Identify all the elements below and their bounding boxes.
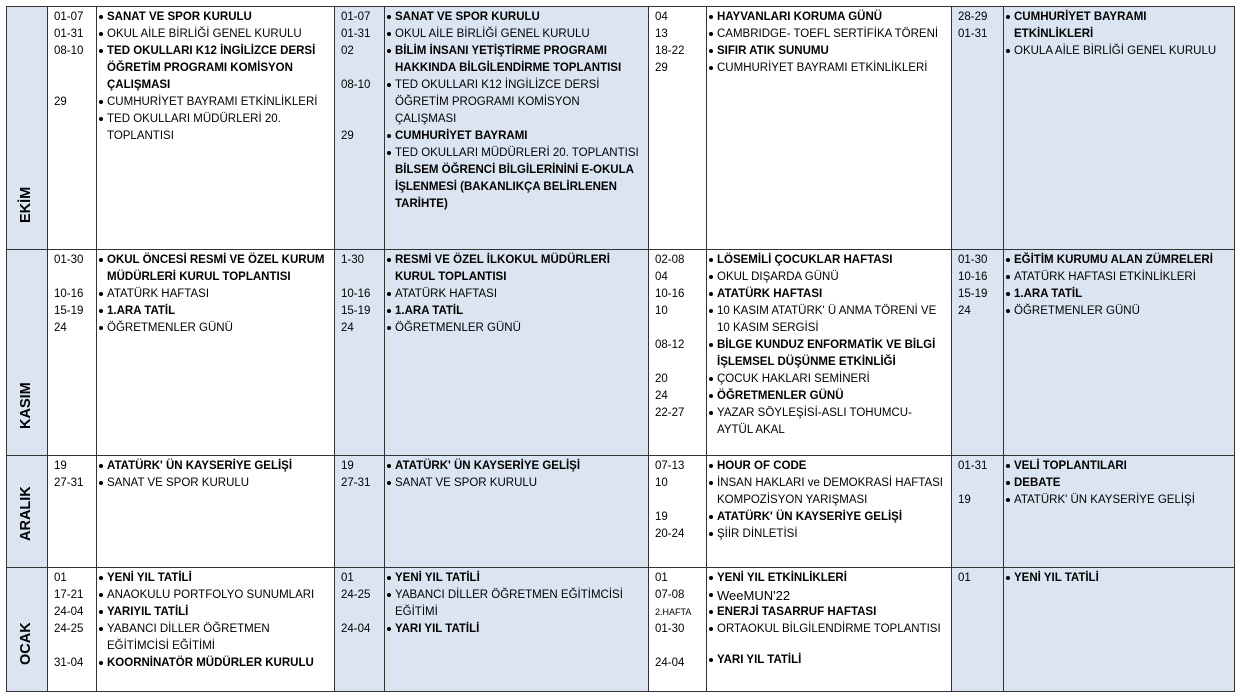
month-row (7, 456, 1235, 568)
event-item: ATATÜRK' ÜN KAYSERİYE GELİŞİ (1006, 492, 1228, 509)
event-date: 18-22 (655, 45, 685, 57)
event-date: 19 (54, 460, 67, 472)
event-date: 15-19 (958, 288, 988, 300)
events-cell (97, 568, 335, 692)
event-date (655, 638, 706, 655)
event-item: OKUL DIŞARDA GÜNÜ (709, 269, 945, 286)
event-date (341, 604, 384, 621)
event-date: 01-31 (958, 460, 988, 472)
event-item: ATATÜRK' ÜN KAYSERİYE GELİŞİ (99, 458, 328, 475)
date-cell (335, 250, 385, 456)
events-cell (1004, 568, 1235, 692)
events-cell (385, 7, 649, 250)
date-cell (48, 456, 97, 568)
event-date: 01-31 (958, 28, 988, 40)
event-item: LÖSEMİLİ ÇOCUKLAR HAFTASI (709, 252, 945, 269)
month-row (7, 7, 1235, 250)
events-cell (1004, 456, 1235, 568)
event-date: 24-25 (341, 589, 371, 601)
event-date: 27-31 (341, 477, 371, 489)
events-cell (707, 250, 952, 456)
month-name: OCAK (18, 622, 34, 665)
events-cell (385, 568, 649, 692)
event-item: DEBATE (1006, 475, 1228, 492)
event-item: YARI YIL TATİLİ (387, 621, 642, 638)
event-date: 29 (655, 62, 668, 74)
month-row (7, 568, 1235, 692)
event-item: ATATÜRK HAFTASI ETKİNLİKLERİ (1006, 269, 1228, 286)
event-date: 10-16 (54, 288, 84, 300)
event-item: BİLGE KUNDUZ ENFORMATİK VE BİLGİ İŞLEMSEL DÜŞÜNME ETKİNLİĞİ (709, 337, 945, 371)
event-item: İNSAN HAKLARI ve DEMOKRASİ HAFTASI KOMPOZİSYON YARIŞMASI (709, 475, 945, 509)
event-item: BİLSEM ÖĞRENCİ BİLGİLERİNİNİ E-OKULA İŞLENMESİ (BAKANLIKÇA BELİRLENEN TARİHTE) (395, 164, 634, 210)
event-date: 08-10 (341, 79, 371, 91)
event-date (655, 320, 706, 337)
event-item: OKUL AİLE BİRLİĞİ GENEL KURULU (387, 26, 642, 43)
event-item: 1.ARA TATİL (99, 303, 328, 320)
event-item: TED OKULLARI K12 İNGİLİZCE DERSİ ÖĞRETİM PROGRAMI KOMİSYON ÇALIŞMASI (99, 43, 328, 94)
month-label-cell (7, 568, 48, 692)
event-date: 15-19 (54, 305, 84, 317)
event-date (655, 492, 706, 509)
event-date (958, 475, 1003, 492)
event-date: 10-16 (958, 271, 988, 283)
event-item: TED OKULLARI MÜDÜRLERİ 20. TOPLANTISI (99, 111, 328, 145)
event-date: 22-27 (655, 407, 685, 419)
event-item: HAYVANLARI KORUMA GÜNÜ (709, 9, 945, 26)
event-item: RESMİ VE ÖZEL İLKOKUL MÜDÜRLERİ KURUL TOPLANTISI (387, 252, 642, 286)
event-item: YABANCI DİLLER ÖĞRETMEN EĞİTİMCİSİ EĞİTİMİ (99, 621, 328, 655)
event-item: ANAOKULU PORTFOLYO SUNUMLARI (99, 587, 328, 604)
event-item: ÖĞRETMENLER GÜNÜ (387, 320, 642, 337)
event-date: 24-25 (54, 623, 84, 635)
event-date: 17-21 (54, 589, 84, 601)
event-date: 29 (54, 96, 67, 108)
event-date (54, 638, 96, 655)
event-date (54, 77, 96, 94)
event-date: 24-04 (54, 606, 84, 618)
event-item: 1.ARA TATİL (387, 303, 642, 320)
event-date: 19 (341, 460, 354, 472)
event-date: 01-30 (54, 254, 84, 266)
event-item: OKULA AİLE BİRLİĞİ GENEL KURULU (1006, 43, 1228, 60)
event-date: 1-30 (341, 254, 365, 266)
events-cell (1004, 250, 1235, 456)
month-label-cell (7, 250, 48, 456)
event-date: 01-30 (958, 254, 988, 266)
events-cell (707, 7, 952, 250)
event-item: SANAT VE SPOR KURULU (99, 9, 328, 26)
event-date: 02-08 (655, 254, 685, 266)
event-date: 10 (655, 477, 668, 489)
date-cell (335, 456, 385, 568)
events-cell (707, 568, 952, 692)
event-item: TED OKULLARI MÜDÜRLERİ 20. TOPLANTISI (387, 145, 642, 162)
event-item: HOUR OF CODE (709, 458, 945, 475)
event-item: ATATÜRK HAFTASI (99, 286, 328, 303)
event-date: 01-30 (655, 623, 685, 635)
event-item: BİLİM İNSANI YETİŞTİRME PROGRAMI HAKKINDA BİLGİLENDİRME TOPLANTISI (387, 43, 642, 77)
date-cell (649, 250, 707, 456)
event-item: WeeMUN'22 (709, 587, 945, 604)
event-date: 04 (655, 11, 668, 23)
event-date (341, 94, 384, 111)
events-cell (97, 456, 335, 568)
event-date: 01 (54, 572, 67, 584)
event-item: ÖĞRETMENLER GÜNÜ (709, 388, 945, 405)
event-date: 01-07 (341, 11, 371, 23)
event-date: 2.HAFTA (655, 607, 692, 617)
event-item: CUMHURİYET BAYRAMI ETKİNLİKLERİ (99, 94, 328, 111)
event-date: 24-04 (341, 623, 371, 635)
event-date: 24-04 (655, 657, 685, 669)
event-item: YABANCI DİLLER ÖĞRETMEN EĞİTİMCİSİ EĞİTİMİ (387, 587, 642, 621)
event-date: 10-16 (655, 288, 685, 300)
event-date (341, 269, 384, 286)
event-date: 24 (341, 322, 354, 334)
event-item: CAMBRIDGE- TOEFL SERTİFİKA TÖRENİ (709, 26, 945, 43)
month-label-cell (7, 7, 48, 250)
event-date: 24 (54, 322, 67, 334)
event-date: 27-31 (54, 477, 84, 489)
month-name: KASIM (18, 382, 34, 429)
event-date (54, 60, 96, 77)
event-item: YENİ YIL ETKİNLİKLERİ (709, 570, 945, 587)
event-item: ATATÜRK HAFTASI (709, 286, 945, 303)
event-date: 20 (655, 373, 668, 385)
events-cell (97, 7, 335, 250)
date-cell (335, 568, 385, 692)
event-date: 19 (655, 511, 668, 523)
event-item: SIFIR ATIK SUNUMU (709, 43, 945, 60)
event-date (655, 354, 706, 371)
events-cell (1004, 7, 1235, 250)
event-item: ENERJİ TASARRUF HAFTASI (709, 604, 945, 621)
date-cell (649, 7, 707, 250)
event-item: CUMHURİYET BAYRAMI ETKİNLİKLERİ (709, 60, 945, 77)
event-item: ORTAOKUL BİLGİLENDİRME TOPLANTISI (709, 621, 945, 638)
event-date (341, 60, 384, 77)
event-item: ATATÜRK' ÜN KAYSERİYE GELİŞİ (709, 509, 945, 526)
event-date: 02 (341, 45, 354, 57)
date-cell (952, 568, 1004, 692)
event-item: YARI YIL TATİLİ (709, 652, 945, 669)
event-item: ÖĞRETMENLER GÜNÜ (1006, 303, 1228, 320)
date-cell (952, 250, 1004, 456)
month-label-cell (7, 456, 48, 568)
event-item: CUMHURİYET BAYRAMI ETKİNLİKLERİ (1006, 9, 1228, 43)
event-date: 07-13 (655, 460, 685, 472)
event-item: YENİ YIL TATİLİ (99, 570, 328, 587)
event-date: 01 (958, 572, 971, 584)
event-date: 24 (655, 390, 668, 402)
events-cell (97, 250, 335, 456)
event-item: 10 KASIM ATATÜRK' Ü ANMA TÖRENİ VE 10 KASIM SERGİSİ (709, 303, 945, 337)
event-item: YENİ YIL TATİLİ (1006, 570, 1228, 587)
event-date: 10-16 (341, 288, 371, 300)
event-date: 31-04 (54, 657, 84, 669)
event-item: TED OKULLARI K12 İNGİLİZCE DERSİ ÖĞRETİM PROGRAMI KOMİSYON ÇALIŞMASI (387, 77, 642, 128)
event-date: 08-12 (655, 339, 685, 351)
event-date: 19 (958, 494, 971, 506)
event-date: 01-07 (54, 11, 84, 23)
event-date (54, 269, 96, 286)
event-item: ÇOCUK HAKLARI SEMİNERİ (709, 371, 945, 388)
event-item: VELİ TOPLANTILARI (1006, 458, 1228, 475)
date-cell (649, 568, 707, 692)
event-item: SANAT VE SPOR KURULU (387, 9, 642, 26)
event-date: 01-31 (54, 28, 84, 40)
event-item: ATATÜRK HAFTASI (387, 286, 642, 303)
event-item: ÖĞRETMENLER GÜNÜ (99, 320, 328, 337)
date-cell (649, 456, 707, 568)
date-cell (48, 7, 97, 250)
date-cell (952, 7, 1004, 250)
date-cell (335, 7, 385, 250)
event-item: SANAT VE SPOR KURULU (99, 475, 328, 492)
month-name: EKİM (18, 186, 34, 223)
event-item: SANAT VE SPOR KURULU (387, 475, 642, 492)
event-item: 1.ARA TATİL (1006, 286, 1228, 303)
event-item: OKUL AİLE BİRLİĞİ GENEL KURULU (99, 26, 328, 43)
date-cell (952, 456, 1004, 568)
date-cell (48, 568, 97, 692)
event-item: EĞİTİM KURUMU ALAN ZÜMRELERİ (1006, 252, 1228, 269)
event-item: YENİ YIL TATİLİ (387, 570, 642, 587)
events-cell (707, 456, 952, 568)
events-cell (385, 456, 649, 568)
event-item: KOORNİNATÖR MÜDÜRLER KURULU (99, 655, 328, 672)
events-cell (385, 250, 649, 456)
calendar-table (6, 6, 1235, 692)
event-date: 07-08 (655, 589, 685, 601)
event-date: 04 (655, 271, 668, 283)
event-date: 10 (655, 305, 668, 317)
event-date: 01-31 (341, 28, 371, 40)
month-row (7, 250, 1235, 456)
event-item: ATATÜRK' ÜN KAYSERİYE GELİŞİ (387, 458, 642, 475)
event-date: 08-10 (54, 45, 84, 57)
month-name: ARALIK (18, 486, 34, 541)
event-item: OKUL ÖNCESİ RESMİ VE ÖZEL KURUM MÜDÜRLERİ KURUL TOPLANTISI (99, 252, 328, 286)
event-date: 15-19 (341, 305, 371, 317)
event-date (341, 111, 384, 128)
event-item: YARIYIL TATİLİ (99, 604, 328, 621)
event-date: 13 (655, 28, 668, 40)
event-item: ŞİİR DİNLETİSİ (709, 526, 945, 543)
event-item: YAZAR SÖYLEŞİSİ-ASLI TOHUMCU-AYTÜL AKAL (709, 405, 945, 439)
event-date: 01 (341, 572, 354, 584)
event-date: 29 (341, 130, 354, 142)
event-date: 24 (958, 305, 971, 317)
event-date: 01 (655, 572, 668, 584)
event-item: CUMHURİYET BAYRAMI (387, 128, 642, 145)
event-date: 28-29 (958, 11, 988, 23)
event-date: 20-24 (655, 528, 685, 540)
date-cell (48, 250, 97, 456)
